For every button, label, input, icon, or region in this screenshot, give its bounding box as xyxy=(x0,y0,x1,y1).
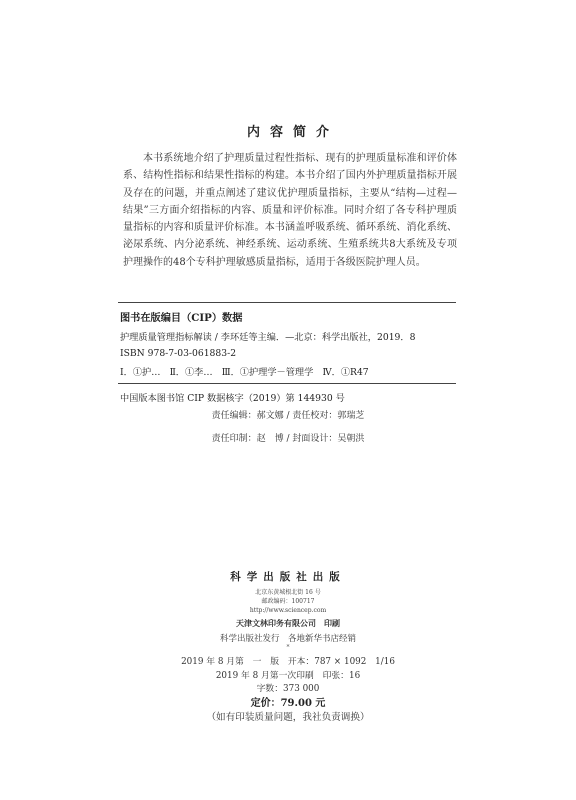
editorial-credits xyxy=(0,408,576,454)
separator-star: * xyxy=(286,644,290,651)
cip-title: 图书在版编目（CIP）数据 xyxy=(120,312,243,324)
cip-isbn: ISBN 978-7-03-061883-2 xyxy=(120,348,237,359)
publisher-website: http://www.sciencep.com xyxy=(249,607,327,614)
edition-line-3: 字数：373 000 xyxy=(256,684,320,694)
edition-info xyxy=(0,656,576,697)
publisher-name: 科学出版社出版 xyxy=(230,571,346,583)
publisher-info xyxy=(0,588,576,615)
printer-line: 天津文林印务有限公司 印刷 xyxy=(236,618,340,628)
credits-printing: 责任印制：赵 博 / 封面设计：吴朝洪 xyxy=(211,434,365,444)
content-summary xyxy=(123,150,457,271)
edition-line-1: 2019 年 8 月第 一 版 开本：787 × 1092 1/16 xyxy=(181,657,395,667)
cip-data-block xyxy=(118,302,456,404)
quality-notice: （如有印装质量问题，我社负责调换） xyxy=(206,712,370,723)
publisher-postcode: 邮政编码：100717 xyxy=(261,598,315,605)
cip-record-number: 中国版本图书馆 CIP 数据核字（2019）第 144930 号 xyxy=(120,393,345,404)
credits-editors: 责任编辑：郝文娜 / 责任校对：郭瑞芝 xyxy=(211,411,365,421)
cip-book-info: 护理质量管理指标解读 / 李环廷等主编．—北京：科学出版社，2019．8 xyxy=(120,332,416,343)
edition-line-2: 2019 年 8 月第一次印刷 印张：16 xyxy=(215,670,361,681)
cip-divider xyxy=(118,383,456,384)
cip-classification: Ⅰ．①护… Ⅱ．①李… Ⅲ．①护理学－管理学 Ⅳ．①R47 xyxy=(120,367,369,378)
summary-text: 本书系统地介绍了护理质量过程性指标、现有的护理质量标准和评价体系、结构性指标和结果性指标的构建。本书介绍了国内外护理质量指标开展及存在的问题，并重点阐述了建议优护理质量指标，主要从“结构—过程—结果”三方面介绍指标的内容、质量和评价标准。同时介绍了各专科护理质量指标的内容和质量评价标准。本书涵盖呼吸系统、循环系统、消化系统、泌尿系统、内分泌系统、神经系统、运动系统、生殖系统共8大系统及专项护理操作的48个专科护理敏感质量指标，适用于各级医院护理人员。 xyxy=(123,153,457,268)
distributor-line: 科学出版社发行 各地新华书店经销 xyxy=(219,634,356,644)
page-title: 内容简介 xyxy=(246,125,339,140)
publisher-address: 北京东黄城根北街 16 号 xyxy=(255,589,321,596)
price-label: 定价：79.00 元 xyxy=(250,698,326,709)
